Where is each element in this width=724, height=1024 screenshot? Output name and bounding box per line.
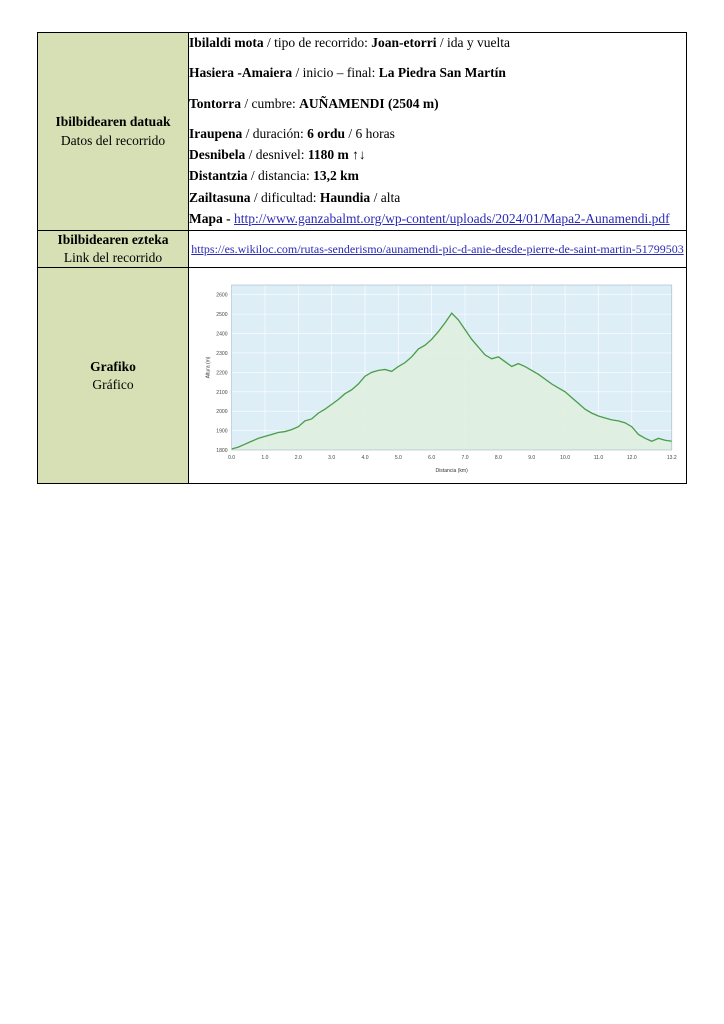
field-value-basque: La Piedra San Martín — [378, 65, 506, 81]
svg-text:Distancia (km): Distancia (km) — [435, 468, 468, 475]
field-key-basque: Tontorra — [189, 95, 242, 111]
svg-text:11.0: 11.0 — [593, 455, 604, 462]
field-separator: / — [247, 168, 259, 184]
svg-text:2100: 2100 — [216, 390, 228, 397]
svg-text:1.0: 1.0 — [261, 455, 269, 462]
elevation-chart-cell — [189, 268, 687, 484]
svg-text:3.0: 3.0 — [328, 455, 336, 462]
wikiloc-route-link[interactable]: https://es.wikiloc.com/rutas-senderismo/aunamendi-pic-d-anie-desde-pierre-de-saint-martin-51799503 — [191, 241, 684, 256]
field-key-spanish: cumbre: — [251, 95, 296, 111]
table-row — [38, 268, 687, 484]
field-distance — [189, 166, 686, 186]
field-difficulty — [189, 188, 686, 208]
field-key-spanish: desnivel: — [255, 147, 305, 162]
route-data-content — [189, 33, 687, 231]
svg-text:2300: 2300 — [216, 351, 228, 358]
svg-text:Altura (m): Altura (m) — [205, 357, 212, 379]
svg-text:6.0: 6.0 — [428, 455, 436, 462]
field-value-basque: 1180 m ↑↓ — [307, 147, 366, 162]
elevation-profile-chart — [189, 273, 686, 478]
field-value-spanish: 6 horas — [355, 125, 395, 141]
field-route-type — [189, 33, 686, 53]
table-row — [38, 33, 687, 231]
svg-text:8.0: 8.0 — [494, 455, 502, 462]
svg-text:5.0: 5.0 — [394, 455, 402, 462]
field-key-spanish: distancia: — [258, 168, 310, 184]
svg-text:9.0: 9.0 — [528, 455, 536, 462]
field-start-end — [189, 63, 686, 83]
field-map — [189, 209, 686, 229]
field-separator: / — [292, 65, 303, 81]
field-key-spanish: tipo de recorrido: — [274, 35, 368, 50]
svg-text:2000: 2000 — [216, 409, 228, 416]
svg-text:2.0: 2.0 — [294, 455, 302, 462]
field-value-basque: 13,2 km — [313, 168, 359, 184]
label-basque: Ibilbidearen datuak — [55, 114, 171, 130]
map-label: Mapa - — [189, 210, 234, 226]
field-value-separator: / — [370, 189, 381, 205]
label-spanish: Gráfico — [92, 376, 134, 392]
field-separator: / — [250, 189, 262, 205]
field-separator: / — [263, 35, 275, 50]
field-elevation-gain — [189, 145, 686, 165]
field-value-basque: AUÑAMENDI (2504 m) — [299, 95, 439, 111]
row-label-route-link — [38, 231, 189, 268]
field-key-spanish: dificultad: — [261, 189, 317, 205]
label-basque: Grafiko — [90, 358, 136, 374]
svg-text:2400: 2400 — [216, 331, 228, 338]
svg-text:0.0: 0.0 — [228, 455, 236, 462]
field-value-separator: / — [436, 35, 447, 50]
field-key-basque: Desnibela — [189, 147, 246, 162]
field-value-spanish: alta — [380, 189, 401, 205]
table-row — [38, 231, 687, 268]
field-separator: / — [242, 125, 253, 141]
elevation-profile-svg — [189, 273, 686, 478]
svg-text:2500: 2500 — [216, 312, 228, 319]
svg-text:10.0: 10.0 — [560, 455, 571, 462]
row-label-chart — [38, 268, 189, 484]
svg-text:13.2: 13.2 — [666, 455, 677, 462]
route-link-content — [189, 231, 687, 268]
label-spanish: Datos del recorrido — [60, 132, 166, 148]
svg-text:12.0: 12.0 — [626, 455, 637, 462]
svg-text:1800: 1800 — [216, 448, 228, 455]
route-info-table — [37, 32, 687, 484]
field-summit — [189, 94, 686, 114]
svg-text:4.0: 4.0 — [361, 455, 369, 462]
field-key-spanish: inicio – final: — [302, 65, 376, 81]
field-value-separator: / — [345, 125, 356, 141]
map-pdf-link[interactable]: http://www.ganzabalmt.org/wp-content/uploads/2024/01/Mapa2-Aunamendi.pdf — [234, 210, 670, 226]
field-key-basque: Iraupena — [189, 125, 243, 141]
field-key-spanish: duración: — [252, 125, 304, 141]
row-label-route-data — [38, 33, 189, 231]
field-separator: / — [241, 95, 252, 111]
field-value-basque: Haundia — [319, 189, 371, 205]
field-key-basque: Distantzia — [189, 168, 248, 184]
field-key-basque: Zailtasuna — [189, 189, 251, 205]
label-spanish: Link del recorrido — [63, 250, 163, 266]
field-value-spanish: ida y vuelta — [447, 35, 510, 50]
label-basque: Ibilbidearen ezteka — [57, 232, 169, 247]
field-key-basque: Ibilaldi mota — [189, 35, 264, 50]
svg-text:2600: 2600 — [216, 293, 228, 300]
field-duration — [189, 124, 686, 144]
field-value-basque: 6 ordu — [307, 125, 346, 141]
field-separator: / — [245, 147, 256, 162]
field-value-basque: Joan-etorri — [371, 35, 437, 50]
svg-text:7.0: 7.0 — [461, 455, 469, 462]
svg-text:2200: 2200 — [216, 370, 228, 377]
svg-text:1900: 1900 — [216, 429, 228, 436]
field-key-basque: Hasiera -Amaiera — [189, 65, 293, 81]
